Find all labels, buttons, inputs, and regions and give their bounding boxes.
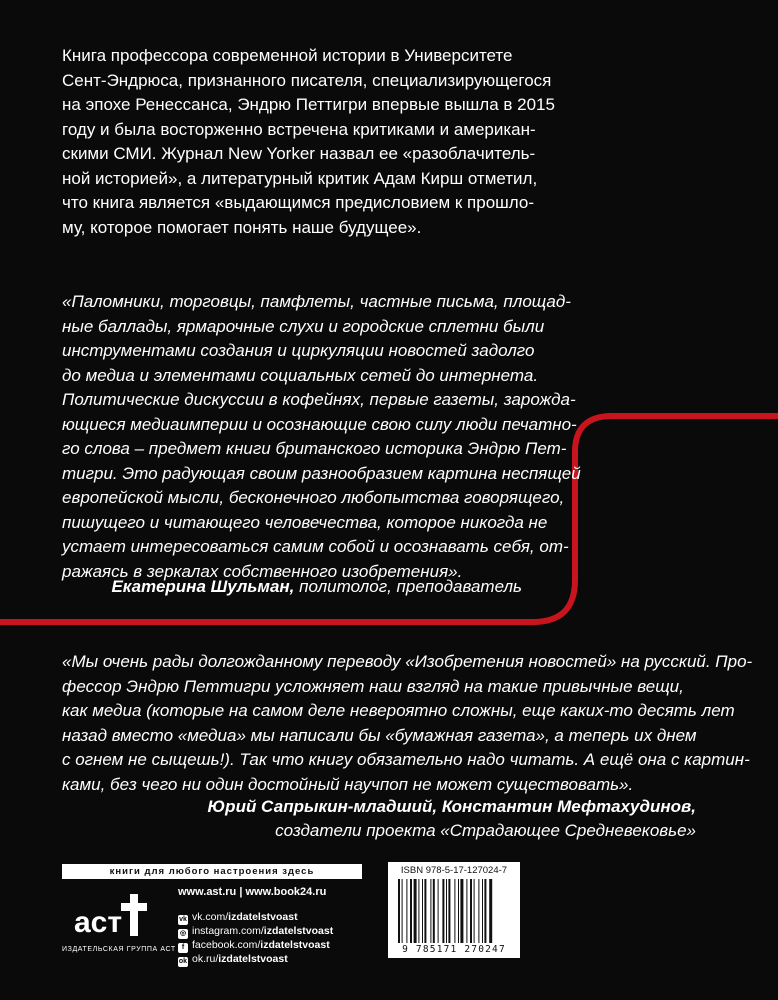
quote-attribution-authors: Юрий Сапрыкин-младший, Константин Мефтахудинов, — [207, 797, 696, 816]
quote-line: Политические дискуссии в кофейнях, первые газеты, зарожда- — [62, 390, 576, 409]
publisher-tagline: книги для любого настроения здесь — [62, 864, 362, 879]
intro-line: Сент-Эндрюса, признанного писателя, специализирующегося — [62, 70, 552, 90]
barcode-bar — [442, 879, 444, 943]
isbn-label: ISBN 978-5-17-127024-7 — [400, 865, 508, 876]
quote-line: инструментами создания и циркуляции новостей задолго — [62, 341, 535, 360]
quote-line: «Мы очень рады долгожданному переводу «Изобретения новостей» на русский. Про- — [62, 652, 753, 671]
vk-icon: vk — [179, 916, 187, 923]
intro-line: на эпохе Ренессанса, Эндрю Петтигри впервые вышла в 2015 — [62, 95, 555, 114]
social-link-facebook[interactable]: f facebook.com/izdatelstvoast — [178, 938, 330, 952]
instagram-icon: ◎ — [179, 930, 187, 937]
barcode-bar — [470, 879, 472, 943]
attribution-role: политолог, преподаватель — [294, 577, 522, 596]
facebook-icon: f — [178, 943, 188, 953]
barcode-bar — [458, 879, 459, 943]
quote-line: ющиеся медиаимперии и осознающие свою силу люди печатно- — [62, 414, 577, 434]
social-link-instagram[interactable]: ◎ instagram.com/izdatelstvoast — [179, 925, 334, 937]
barcode-bar — [410, 879, 412, 943]
barcode-bar — [454, 879, 455, 943]
intro-line: ной историей», а литературный критик Адам Кирш отметил, — [62, 168, 538, 188]
quote-line: ками, без чего ни один достойный научпоп не может существовать». — [62, 774, 634, 794]
barcode-bar — [438, 879, 439, 943]
quote-line: как медиа (которые на самом деле невероятно сложны, еще каких-то десять лет — [62, 701, 735, 720]
quote-line: устает интересоваться самим собой и осознавать себя, от- — [62, 537, 569, 556]
intro-line: Книга профессора современной истории в Университете — [62, 46, 513, 65]
barcode-bar — [414, 879, 417, 943]
quote-line: с огнем не сыщешь!). Так что книгу обязательно надо читать. А ещё она с картин- — [62, 750, 750, 769]
quote-line: европейской мысли, бесконечного любопытства говорящего, — [62, 488, 565, 507]
review-quote-shulman — [62, 290, 581, 584]
barcode-bar — [466, 879, 467, 943]
social-link-vk[interactable]: vk vk.com/izdatelstvoast — [179, 911, 298, 923]
quote-line: го слова – предмет книги британского историка Эндрю Пет- — [62, 439, 567, 458]
intro-line: что книга является «выдающимся предисловием к прошло- — [62, 193, 535, 212]
barcode-bar — [446, 879, 447, 943]
intro-line: скими СМИ. Журнал New Yorker назвал ее «разоблачитель- — [62, 144, 536, 163]
barcode-bar — [398, 879, 400, 943]
review-quote-saprykin — [62, 650, 752, 797]
barcode-bar — [460, 879, 463, 943]
attribution-author: Екатерина Шульман, — [111, 577, 295, 596]
barcode-bar — [406, 879, 407, 943]
barcode-bar — [433, 879, 435, 943]
isbn-barcode — [388, 862, 520, 958]
logo-text: аст — [74, 906, 123, 939]
publisher-websites[interactable]: www.ast.ru | www.book24.ru — [178, 886, 327, 898]
barcode-bar — [418, 879, 419, 943]
barcode-bars — [396, 879, 512, 945]
quote-line: назад вместо «медиа» мы написали бы «бумажная газета», а теперь их днем — [62, 725, 697, 745]
barcode-number: 9 785171 270247 — [402, 944, 506, 955]
quote-line: ражаясь в зеркалах собственного изобретения». — [62, 561, 463, 581]
quote-line: фессор Эндрю Петтигри усложняет наш взгляд на такие привычные вещи, — [62, 676, 684, 696]
barcode-bar — [489, 879, 492, 943]
barcode-bar — [430, 879, 431, 943]
intro-line: году и была восторженно встречена критиками и американ- — [62, 119, 536, 139]
intro-line: му, которое помогает понять наше будущее». — [62, 217, 422, 237]
quote-line: тигри. Это радующая своим разнообразием картина неспящей — [62, 463, 581, 483]
barcode-bar — [482, 879, 483, 943]
barcode-bar — [478, 879, 479, 943]
quote-attribution-role: создатели проекта «Страдающее Средневековье» — [275, 821, 696, 840]
quote-line: пишущего и читающего человечества, которое никогда не — [62, 512, 548, 532]
publisher-group-name: ИЗДАТЕЛЬСКАЯ ГРУППА АСТ — [62, 946, 176, 953]
barcode-bar — [402, 879, 403, 943]
barcode-bar — [484, 879, 486, 943]
barcode-bar — [474, 879, 475, 943]
barcode-bar — [448, 879, 450, 943]
social-link-odnoklassniki[interactable]: ok ok.ru/izdatelstvoast — [178, 953, 288, 965]
intro-paragraph — [62, 44, 555, 240]
barcode-bar — [422, 879, 423, 943]
quote-attribution-shulman — [111, 577, 522, 597]
barcode-bar — [424, 879, 426, 943]
quote-line: ные баллады, ярмарочные слухи и городские сплетни были — [62, 316, 545, 336]
odnoklassniki-icon: ok — [178, 958, 188, 965]
quote-line: «Паломники, торговцы, памфлеты, частные письма, площад- — [62, 292, 571, 311]
quote-line: до медиа и элементами социальных сетей до интернета. — [62, 365, 539, 385]
